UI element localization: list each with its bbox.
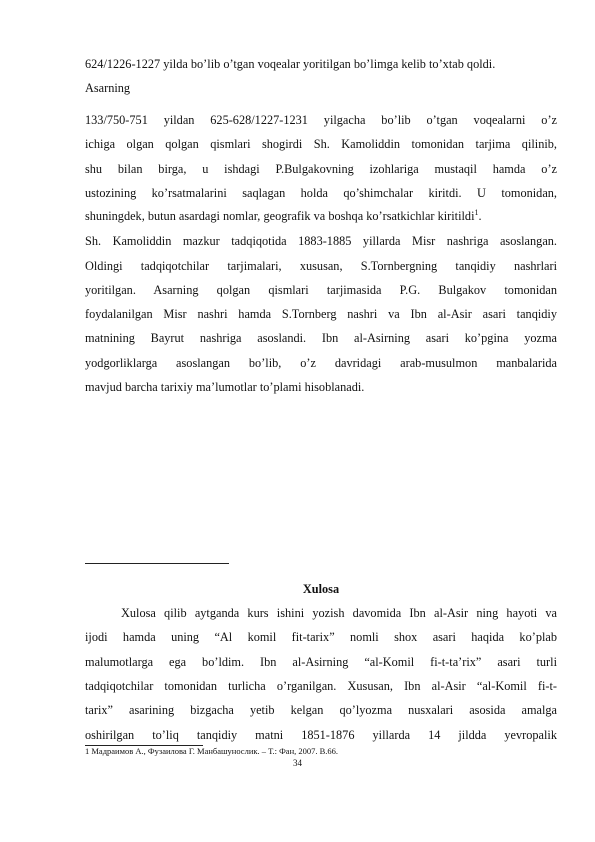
footnote-text: 1 Мадраимов А., Фузаилова Г. Манбашунослик. – Т.: Фан, 2007. В.66. (85, 746, 339, 756)
body-line: mavjud barcha tarixiy ma’lumotlar to’plami hisoblanadi. (85, 380, 365, 394)
body-line: tadqiqotchilar tomonidan turlicha o’rganilgan. Xususan, Ibn al-Asir “al-Komil fi-t- (85, 679, 557, 693)
footnote-separator (85, 563, 229, 564)
body-line: yoritilgan. Asarning qolgan qismlari tarjimasida P.G. Bulgakov tomonidan (85, 283, 557, 297)
body-line-text: shuningdek, butun asardagi nomlar, geografik va boshqa ko’rsatkichlar kiritildi (85, 209, 475, 223)
body-line: 133/750-751 yildan 625-628/1227-1231 yilgacha bo’lib o’tgan voqealarni o’z (85, 113, 557, 127)
body-line: oshirilgan to’liq tanqidiy matni 1851-1876 yillarda 14 jildda yevropalik (85, 728, 557, 742)
body-line: ustozining ko’rsatmalarini saqlagan holda qo’shimchalar kiritdi. U tomonidan, (85, 186, 557, 200)
section-heading: Xulosa (302, 582, 340, 596)
body-line: malumotlarga ega bo’ldim. Ibn al-Asirning “al-Komil fi-t-ta’rix” asari turli (85, 655, 557, 669)
body-line: tarix” asarining bizgacha yetib kelgan qo’lyozma nusxalari asosida amalga (85, 703, 557, 717)
body-line: Xulosa qilib aytganda kurs ishini yozish davomida Ibn al-Asir ning hayoti va (121, 606, 557, 620)
body-line: Sh. Kamoliddin mazkur tadqiqotida 1883-1885 yillarda Misr nashriga asoslangan. (85, 234, 557, 248)
body-line: matnining Bayrut nashriga asoslandi. Ibn al-Asirning asari ko’pgina yozma (85, 331, 557, 345)
body-line: ichiga olgan qolgan qismlari shogirdi Sh. Kamoliddin tomonidan tarjima qilinib, (85, 137, 557, 151)
body-line: Asarning (85, 81, 131, 95)
body-line: foydalanilgan Misr nashri hamda S.Tornberg nashri va Ibn al-Asir asari tanqidiy (85, 307, 557, 321)
body-line: Oldingi tadqiqotchilar tarjimalari, xususan, S.Tornbergning tanqidiy nashrlari (85, 259, 557, 273)
body-line: ijodi hamda uning “Al komil fit-tarix” nomli shox asari haqida ko’plab (85, 630, 557, 644)
sentence-end: . (478, 209, 482, 223)
body-line-with-footnote (85, 208, 557, 224)
footnote-reference: 1 (474, 207, 479, 217)
body-line: shu bilan birga, u ishdagi P.Bulgakovning izohlariga mustaqil hamda o’z (85, 162, 557, 176)
body-line: yodgorliklarga asoslangan bo’lib, o’z davridagi arab-musulmon manbalarida (85, 356, 557, 370)
page-number: 34 (293, 758, 302, 768)
body-line: 624/1226-1227 yilda bo’lib o’tgan voqealar yoritilgan bo’limga kelib to’xtab qoldi. (85, 57, 496, 71)
